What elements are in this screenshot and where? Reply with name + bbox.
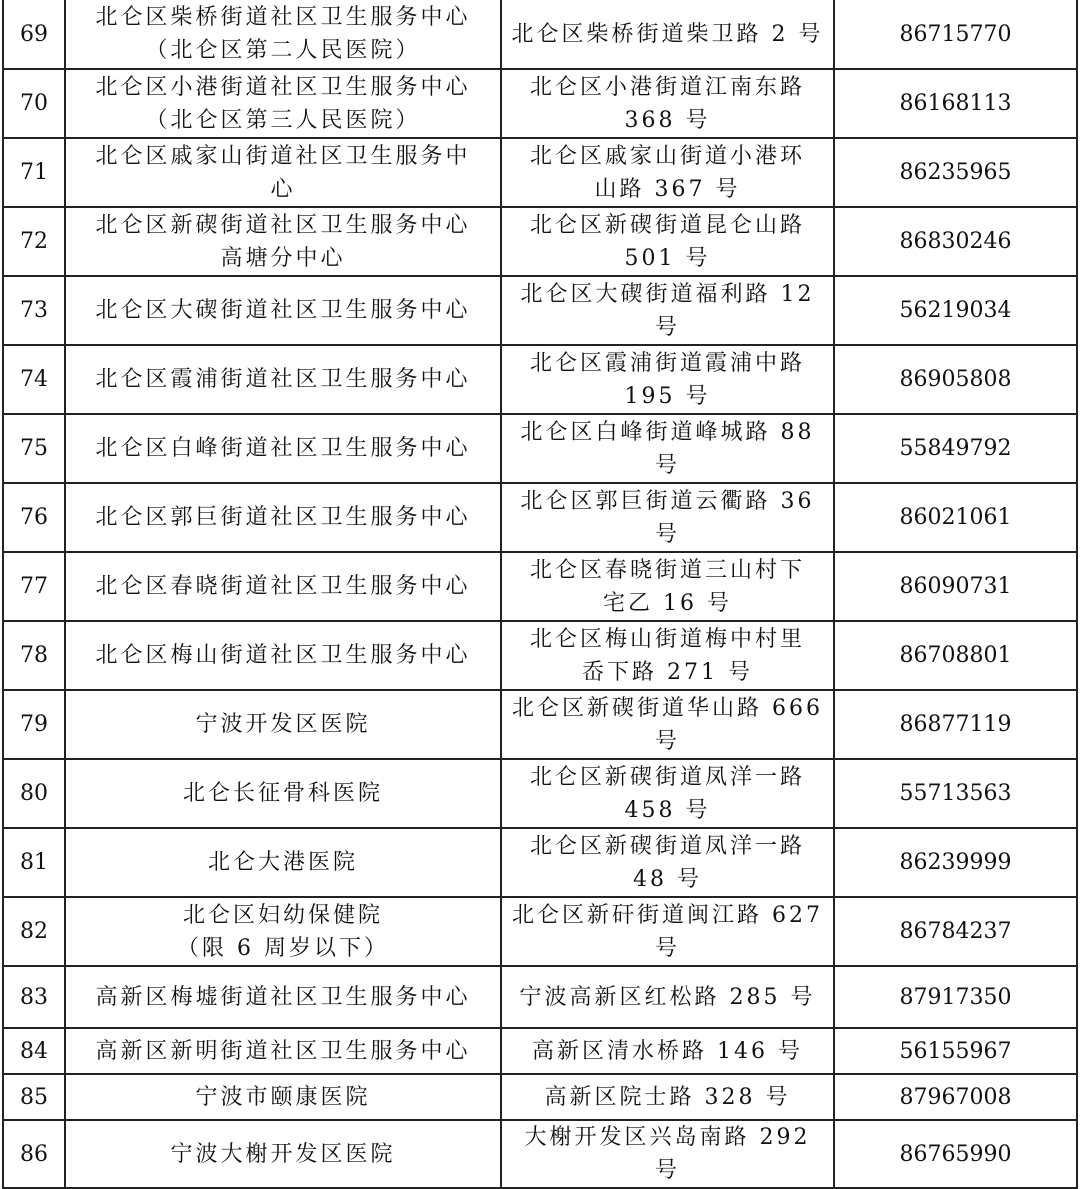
institution-name-line: 宁波大榭开发区医院: [170, 1141, 396, 1167]
address-line: 宁波高新区红松路 285 号: [519, 984, 816, 1010]
institution-name: [65, 0, 501, 69]
table-row: [3, 276, 1077, 345]
address-line: 高新区清水桥路 146 号: [532, 1038, 803, 1064]
address-line: 北仑区柴桥街道柴卫路 2 号: [511, 21, 824, 47]
address: [501, 276, 834, 345]
institution-name: [65, 828, 501, 897]
institution-name: [65, 345, 501, 414]
institution-name-line: （北仑区第二人民医院）: [145, 38, 421, 63]
institution-name: [65, 69, 501, 138]
table-row: [3, 345, 1077, 414]
address-line: 号: [654, 728, 680, 754]
row-number: 82: [3, 897, 65, 966]
address-line: 458 号: [624, 797, 711, 823]
address-line: 北仑区新碶街道昆仑山路: [529, 212, 805, 238]
institution-name-line: 北仑区柴桥街道社区卫生服务中心: [95, 5, 471, 30]
row-number: 70: [3, 69, 65, 138]
address-line: 高新区院士路 328 号: [544, 1084, 791, 1110]
address: [501, 897, 834, 966]
phone-number: 55849792: [834, 414, 1077, 483]
table-row: [3, 1120, 1077, 1188]
address-line: 号: [654, 314, 680, 340]
address-line: 501 号: [624, 245, 711, 271]
institution-name: [65, 1028, 501, 1074]
phone-number: 86905808: [834, 345, 1077, 414]
institution-name-line: 北仑区春晓街道社区卫生服务中心: [95, 574, 471, 599]
address-line: 48 号: [633, 866, 702, 892]
institution-name-line: （北仑区第三人民医院）: [145, 107, 421, 133]
address: [501, 414, 834, 483]
institution-name-line: 高塘分中心: [220, 245, 346, 271]
address: [501, 621, 834, 690]
phone-number: 86235965: [834, 138, 1077, 207]
row-number: 80: [3, 759, 65, 828]
row-number: 77: [3, 552, 65, 621]
table-row: [3, 138, 1077, 207]
institution-name-line: 北仑区戚家山街道社区卫生服务中: [95, 143, 471, 169]
hospital-table: [2, 0, 1078, 1189]
table-row: [3, 1074, 1077, 1120]
table-row: [3, 69, 1077, 138]
table-body: [3, 0, 1077, 1188]
address-line: 北仑区白峰街道峰城路 88: [520, 419, 815, 445]
institution-name-line: 北仑区白峰街道社区卫生服务中心: [95, 436, 471, 461]
row-number: 84: [3, 1028, 65, 1074]
phone-number: 87967008: [834, 1074, 1077, 1120]
table-row: [3, 621, 1077, 690]
address-line: 北仑区新碶街道凤洋一路: [529, 833, 805, 859]
table-row: [3, 483, 1077, 552]
phone-number: 56219034: [834, 276, 1077, 345]
address-line: 号: [654, 935, 680, 961]
institution-name: [65, 621, 501, 690]
address: [501, 0, 834, 69]
institution-name-line: 高新区新明街道社区卫生服务中心: [95, 1038, 471, 1064]
row-number: 79: [3, 690, 65, 759]
institution-name-line: 高新区梅墟街道社区卫生服务中心: [95, 984, 471, 1010]
row-number: 85: [3, 1074, 65, 1120]
address-line: 宅乙 16 号: [603, 590, 732, 616]
row-number: 74: [3, 345, 65, 414]
row-number: 86: [3, 1120, 65, 1188]
address: [501, 552, 834, 621]
table-row: [3, 828, 1077, 897]
address-line: 大榭开发区兴岛南路 292 号: [524, 1125, 811, 1183]
row-number: 81: [3, 828, 65, 897]
address: [501, 690, 834, 759]
table-row: [3, 690, 1077, 759]
phone-number: 87917350: [834, 966, 1077, 1028]
address-line: 岙下路 271 号: [582, 659, 753, 685]
phone-number: 86830246: [834, 207, 1077, 276]
phone-number: 86784237: [834, 897, 1077, 966]
address-line: 北仑区戚家山街道小港环: [529, 143, 805, 169]
institution-name-line: 心: [270, 176, 296, 202]
institution-name: [65, 276, 501, 345]
institution-name: [65, 552, 501, 621]
address: [501, 759, 834, 828]
address: [501, 207, 834, 276]
phone-number: 86021061: [834, 483, 1077, 552]
phone-number: 86239999: [834, 828, 1077, 897]
row-number: 83: [3, 966, 65, 1028]
institution-name-line: 北仑长征骨科医院: [182, 781, 383, 806]
row-number: 72: [3, 207, 65, 276]
institution-name-line: 北仑区妇幼保健院: [182, 902, 383, 928]
institution-name-line: 北仑区小港街道社区卫生服务中心: [95, 74, 471, 100]
phone-number: 86877119: [834, 690, 1077, 759]
row-number: 71: [3, 138, 65, 207]
address-line: 北仑区郭巨街道云衢路 36: [520, 488, 815, 514]
address: [501, 345, 834, 414]
phone-number: 86090731: [834, 552, 1077, 621]
address: [501, 138, 834, 207]
table-row: [3, 1028, 1077, 1074]
institution-name-line: 宁波市颐康医院: [195, 1084, 371, 1110]
institution-name-line: （限 6 周岁以下）: [177, 935, 389, 961]
address: [501, 828, 834, 897]
table-row: [3, 552, 1077, 621]
row-number: 73: [3, 276, 65, 345]
institution-name: [65, 414, 501, 483]
table-row: [3, 0, 1077, 69]
address-line: 北仑区霞浦街道霞浦中路: [529, 350, 805, 376]
institution-name: [65, 759, 501, 828]
institution-name-line: 宁波开发区医院: [195, 712, 371, 737]
institution-name-line: 北仑区郭巨街道社区卫生服务中心: [95, 505, 471, 530]
phone-number: 86765990: [834, 1120, 1077, 1188]
row-number: 75: [3, 414, 65, 483]
institution-name-line: 北仑区大碶街道社区卫生服务中心: [95, 298, 471, 323]
address-line: 号: [654, 521, 680, 547]
phone-number: 86715770: [834, 0, 1077, 69]
institution-name: [65, 138, 501, 207]
institution-name-line: 北仑区梅山街道社区卫生服务中心: [95, 643, 471, 668]
institution-name: [65, 1074, 501, 1120]
address: [501, 1028, 834, 1074]
row-number: 76: [3, 483, 65, 552]
institution-name-line: 北仑大港医院: [207, 850, 358, 875]
address-line: 368 号: [624, 107, 711, 133]
phone-number: 56155967: [834, 1028, 1077, 1074]
table-row: [3, 897, 1077, 966]
institution-name: [65, 483, 501, 552]
institution-name-line: 北仑区霞浦街道社区卫生服务中心: [95, 367, 471, 392]
row-number: 78: [3, 621, 65, 690]
institution-name: [65, 207, 501, 276]
institution-name: [65, 897, 501, 966]
address: [501, 69, 834, 138]
address-line: 北仑区新矸街道闽江路 627: [512, 902, 823, 928]
institution-name: [65, 690, 501, 759]
row-number: 69: [3, 0, 65, 69]
address-line: 北仑区大碶街道福利路 12: [520, 281, 815, 307]
table-row: [3, 759, 1077, 828]
institution-name: [65, 1120, 501, 1188]
address-line: 号: [654, 452, 680, 478]
institution-name: [65, 966, 501, 1028]
institution-name-line: 北仑区新碶街道社区卫生服务中心: [95, 212, 471, 238]
address: [501, 1074, 834, 1120]
phone-number: 55713563: [834, 759, 1077, 828]
address-line: 北仑区新碶街道凤洋一路: [529, 764, 805, 790]
address-line: 北仑区小港街道江南东路: [529, 74, 805, 100]
phone-number: 86708801: [834, 621, 1077, 690]
table-row: [3, 207, 1077, 276]
phone-number: 86168113: [834, 69, 1077, 138]
address-line: 北仑区梅山街道梅中村里: [529, 626, 805, 652]
table-row: [3, 966, 1077, 1028]
address: [501, 483, 834, 552]
address-line: 北仑区新碶街道华山路 666: [512, 695, 823, 721]
address-line: 北仑区春晓街道三山村下: [529, 557, 805, 583]
address-line: 山路 367 号: [594, 176, 741, 202]
address-line: 195 号: [624, 383, 711, 409]
address: [501, 1120, 834, 1188]
address: [501, 966, 834, 1028]
table-row: [3, 414, 1077, 483]
